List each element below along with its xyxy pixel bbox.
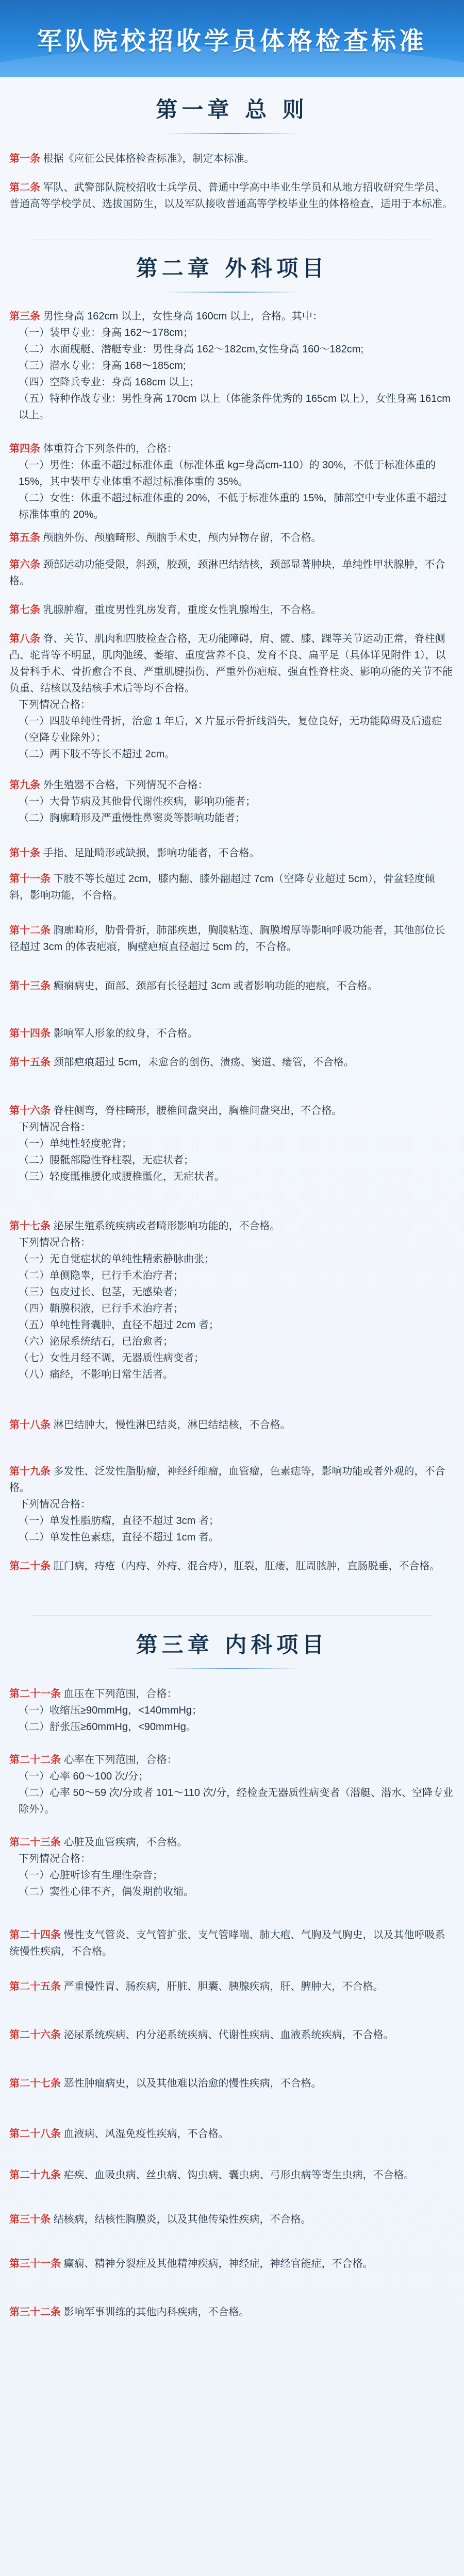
article-12 — [9, 922, 455, 955]
article-item: （二）单发性色素痣，直径不超过 1cm 者。 — [19, 1532, 219, 1543]
article-label: 第二十条 — [9, 1561, 51, 1572]
article-text: 脊柱侧弯，脊柱畸形，腰椎间盘突出，胸椎间盘突出，不合格。 — [53, 1105, 342, 1116]
chapter-2 — [0, 251, 464, 293]
article-item: 下列情况合格： — [19, 699, 91, 710]
article-1 — [9, 150, 455, 167]
article-29 — [9, 2167, 455, 2183]
article-text: 军队、武警部队院校招收士兵学员、普通中学高中毕业生学员和从地方招收研究生学员、普通高等学校学员、选拔国防生，以及军队接收普通高等学校毕业生的体格检查，适用于本标准。 — [9, 182, 453, 210]
article-label: 第四条 — [9, 443, 40, 454]
article-item: （四）鞘膜积液，已行手术治疗者； — [19, 1303, 184, 1314]
article-text: 手指、足趾畸形或缺损，影响功能者，不合格。 — [43, 848, 260, 859]
article-22 — [9, 1752, 455, 1818]
article-label: 第二十一条 — [9, 1688, 61, 1700]
article-text: 根据《应征公民体格检查标准》，制定本标准。 — [43, 153, 255, 164]
article-11 — [9, 871, 455, 904]
section-divider — [31, 1615, 433, 1616]
article-24 — [9, 1927, 455, 1960]
article-label: 第二十三条 — [9, 1837, 61, 1848]
article-item: （一）单发性脂肪瘤，直径不超过 3cm 者； — [19, 1515, 219, 1527]
article-text: 颅脑外伤、颅脑畸形、颅脑手术史，颅内异物存留，不合格。 — [43, 532, 322, 544]
article-item: （一）无自觉症状的单纯性精索静脉曲张； — [19, 1253, 214, 1265]
article-3 — [9, 308, 455, 423]
article-text: 慢性支气管炎、支气管扩张、支气管哮喘、肺大疱、气胸及气胸史，以及其他呼吸系统慢性疾病，不合格。 — [9, 1929, 445, 1957]
article-text: 癫痫、精神分裂症及其他精神疾病，神经症，神经官能症，不合格。 — [63, 2258, 373, 2269]
article-item: （四）空降兵专业：身高 168cm 以上； — [19, 377, 200, 388]
article-item: （六）泌尿系统结石，已治愈者； — [19, 1336, 173, 1347]
article-label: 第二十七条 — [9, 2078, 61, 2089]
article-label: 第十条 — [9, 848, 40, 859]
article-label: 第二十八条 — [9, 2128, 61, 2140]
article-text: 乳腺肿瘤，重度男性乳房发育，重度女性乳腺增生，不合格。 — [43, 604, 322, 616]
article-item: （一）装甲专业：身高 162～178cm； — [19, 327, 193, 338]
article-item: （五）特种作战专业：男性身高 170cm 以上（体能条件优秀的 165cm 以上），女性身高 161cm 以上。 — [19, 393, 451, 421]
article-item: （二）窦性心律不齐，偶发期前收缩。 — [19, 1886, 194, 1897]
chapter-title: 第三章 内科项目 — [0, 1628, 464, 1669]
article-text: 疟疾、血吸虫病、丝虫病、钩虫病、囊虫病、弓形虫病等寄生虫病，不合格。 — [63, 2170, 415, 2181]
article-15 — [9, 1054, 455, 1071]
article-text: 心率在下列范围，合格： — [63, 1754, 177, 1766]
article-text: 恶性肿瘤病史，以及其他难以治愈的慢性疾病，不合格。 — [63, 2078, 322, 2089]
article-17 — [9, 1218, 455, 1383]
article-text: 多发性、泛发性脂肪瘤，神经纤维瘤，血管瘤，色素痣等，影响功能或者外观的，不合格。 — [9, 1466, 445, 1494]
article-20 — [9, 1558, 455, 1574]
article-13 — [9, 978, 455, 994]
article-item: （二）水面舰艇、潜艇专业：男性身高 162～182cm,女性身高 160～182cm; — [19, 344, 364, 355]
article-label: 第二十二条 — [9, 1754, 61, 1766]
article-item: （二）胸廓畸形及严重慢性鼻窦炎等影响功能者； — [19, 812, 245, 824]
article-19 — [9, 1463, 455, 1546]
article-label: 第二十五条 — [9, 1981, 61, 1992]
article-item: （一）心率 60～100 次/分； — [19, 1771, 149, 1782]
article-item: （一）大骨节病及其他骨代谢性疾病，影响功能者； — [19, 796, 256, 807]
article-10 — [9, 845, 455, 861]
article-item: （二）腰骶部隐性脊柱裂，无症状者； — [19, 1155, 194, 1166]
article-text: 心脏及血管疾病，不合格。 — [63, 1837, 188, 1848]
article-label: 第十六条 — [9, 1105, 51, 1116]
article-text: 淋巴结肿大，慢性淋巴结炎，淋巴结结核，不合格。 — [53, 1419, 291, 1431]
article-8 — [9, 631, 455, 762]
article-label: 第八条 — [9, 633, 40, 645]
article-item: （二）舒张压≥60mmHg，<90mmHg。 — [19, 1721, 196, 1733]
article-label: 第十一条 — [9, 873, 51, 885]
article-item: 下列情况合格： — [19, 1853, 91, 1865]
article-item: （一）单纯性轻度驼背； — [19, 1138, 132, 1149]
article-label: 第七条 — [9, 604, 40, 616]
article-label: 第十八条 — [9, 1419, 51, 1431]
article-28 — [9, 2126, 455, 2142]
chapter-1 — [0, 93, 464, 134]
article-label: 第三条 — [9, 311, 40, 322]
article-item: （二）两下肢不等长不超过 2cm。 — [19, 749, 175, 760]
article-label: 第十三条 — [9, 980, 51, 992]
article-16 — [9, 1103, 455, 1185]
article-text: 颈部疤痕超过 5cm，未愈合的创伤、溃疡、窦道、瘘管，不合格。 — [53, 1057, 354, 1068]
article-text: 下肢不等长超过 2cm，膝内翻、膝外翻超过 7cm（空降专业超过 5cm），骨盆轻度倾斜，影响功能，不合格。 — [9, 873, 435, 901]
article-18 — [9, 1417, 455, 1433]
article-item: （一）四肢单纯性骨折，治愈 1 年后，X 片显示骨折线消失，复位良好，无功能障碍及后遗症（空降专业除外）； — [19, 716, 442, 743]
article-text: 严重慢性胃、肠疾病，肝脏、胆囊、胰腺疾病，肝、脾肿大，不合格。 — [63, 1981, 384, 1992]
article-30 — [9, 2211, 455, 2228]
article-item: （一）男性：体重不超过标准体重（标准体重 kg=身高cm-110）的 30%，不低于标准体重的 15%，其中装甲专业体重不超过标准体重的 35%。 — [19, 460, 436, 487]
article-text: 结核病，结核性胸膜炎，以及其他传染性疾病，不合格。 — [53, 2214, 311, 2225]
article-4 — [9, 440, 455, 523]
article-label: 第二十六条 — [9, 2029, 61, 2041]
article-6 — [9, 556, 455, 589]
article-text: 血液病、风湿免疫性疾病，不合格。 — [63, 2128, 229, 2140]
article-item: （三）潜水专业：身高 168～185cm; — [19, 360, 186, 371]
page-banner — [0, 0, 464, 77]
article-9 — [9, 777, 455, 826]
article-label: 第十四条 — [9, 1028, 51, 1039]
article-21 — [9, 1686, 455, 1735]
page-title: 军队院校招收学员体格检查标准 — [37, 26, 427, 56]
article-label: 第九条 — [9, 779, 40, 791]
article-item: 下列情况合格： — [19, 1499, 91, 1510]
article-text: 影响军事训练的其他内科疾病，不合格。 — [63, 2307, 250, 2318]
article-text: 男性身高 162cm 以上，女性身高 160cm 以上，合格。其中： — [43, 311, 323, 322]
article-text: 癫痫病史，面部、颈部有长径超过 3cm 或者影响功能的疤痕，不合格。 — [53, 980, 378, 992]
document-content — [0, 77, 464, 2576]
article-item: （一）收缩压≥90mmHg，<140mmHg； — [19, 1705, 203, 1716]
article-31 — [9, 2256, 455, 2272]
article-item: （二）女性：体重不超过标准体重的 20%，不低于标准体重的 15%，肺部空中专业体重不超过标准体重的 20%。 — [19, 493, 448, 520]
article-item: 下列情况合格： — [19, 1122, 91, 1133]
article-text: 体重符合下列条件的，合格： — [43, 443, 177, 454]
article-label: 第十七条 — [9, 1221, 51, 1232]
chapter-3 — [0, 1628, 464, 1669]
article-label: 第二条 — [9, 182, 40, 193]
article-27 — [9, 2075, 455, 2092]
article-item: （七）女性月经不调，无器质性病变者； — [19, 1352, 204, 1364]
article-25 — [9, 1978, 455, 1995]
article-text: 外生殖器不合格，下列情况不合格： — [43, 779, 208, 791]
article-label: 第十二条 — [9, 925, 51, 936]
article-label: 第二十四条 — [9, 1929, 61, 1941]
article-item: （三）轻度骶椎腰化或腰椎骶化，无症状者。 — [19, 1171, 225, 1182]
article-label: 第六条 — [9, 559, 40, 570]
article-item: 下列情况合格： — [19, 1237, 91, 1248]
article-32 — [9, 2304, 455, 2320]
article-7 — [9, 602, 455, 618]
article-label: 第十五条 — [9, 1057, 51, 1068]
chapter-title: 第二章 外科项目 — [0, 251, 464, 293]
article-item: （一）心脏听诊有生理性杂音； — [19, 1870, 163, 1881]
article-item: （二）心率 50～59 次/分或者 101～110 次/分，经检查无器质性病变者（潜艇、潜水、空降专业除外）。 — [19, 1787, 454, 1815]
article-text: 颈部运动功能受限，斜颈，胶颈，颈淋巴结结核，颈部显著肿块，单纯性甲状腺肿，不合格。 — [9, 559, 445, 587]
article-label: 第五条 — [9, 532, 40, 544]
article-26 — [9, 2027, 455, 2043]
article-2 — [9, 179, 455, 212]
article-label: 第一条 — [9, 153, 40, 164]
article-item: （八）痛经，不影响日常生活者。 — [19, 1369, 173, 1380]
article-5 — [9, 530, 455, 546]
article-23 — [9, 1834, 455, 1900]
article-text: 影响军人形象的纹身，不合格。 — [53, 1028, 198, 1039]
article-label: 第十九条 — [9, 1466, 51, 1477]
article-item: （二）单侧隐睾，已行手术治疗者； — [19, 1270, 184, 1281]
article-label: 第二十九条 — [9, 2170, 61, 2181]
article-text: 胸廓畸形，肋骨骨折，肺部疾患，胸膜粘连、胸膜增厚等影响呼吸功能者，其他部位长径超过 3cm 的体表疤痕，胸壁疤痕直径超过 5cm 的，不合格。 — [9, 925, 445, 953]
article-label: 第三十一条 — [9, 2258, 61, 2269]
article-text: 脊、关节、肌肉和四肢检查合格，无功能障碍，肩、髋、膝、踝等关节运动正常，脊柱侧凸、驼背等不明显，肌肉弛缓、萎缩、重度营养不良、发育不良、扁平足（具体详见附件 1），以及骨科手术、骨折愈合不良、严重肌腱损伤、严重外伤疤痕、强直性脊柱炎、影响功能的关节不能负重、结核以及结核手术后等均不合格。 — [9, 633, 453, 694]
article-item: （三）包皮过长、包茎，无感染者； — [19, 1286, 184, 1298]
article-14 — [9, 1025, 455, 1042]
article-text: 泌尿生殖系统疾病或者畸形影响功能的，不合格。 — [53, 1221, 280, 1232]
article-text: 血压在下列范围，合格： — [63, 1688, 177, 1700]
article-label: 第三十二条 — [9, 2307, 61, 2318]
article-text: 肛门病，痔疮（内痔、外痔、混合痔），肛裂，肛瘘，肛周脓肿，直肠脱垂，不合格。 — [53, 1561, 440, 1572]
article-text: 泌尿系统疾病、内分泌系统疾病、代谢性疾病、血液系统疾病，不合格。 — [63, 2029, 394, 2041]
article-item: （五）单纯性肾囊肿，直径不超过 2cm 者； — [19, 1319, 219, 1331]
article-label: 第三十条 — [9, 2214, 51, 2225]
chapter-title: 第一章 总 则 — [0, 93, 464, 134]
